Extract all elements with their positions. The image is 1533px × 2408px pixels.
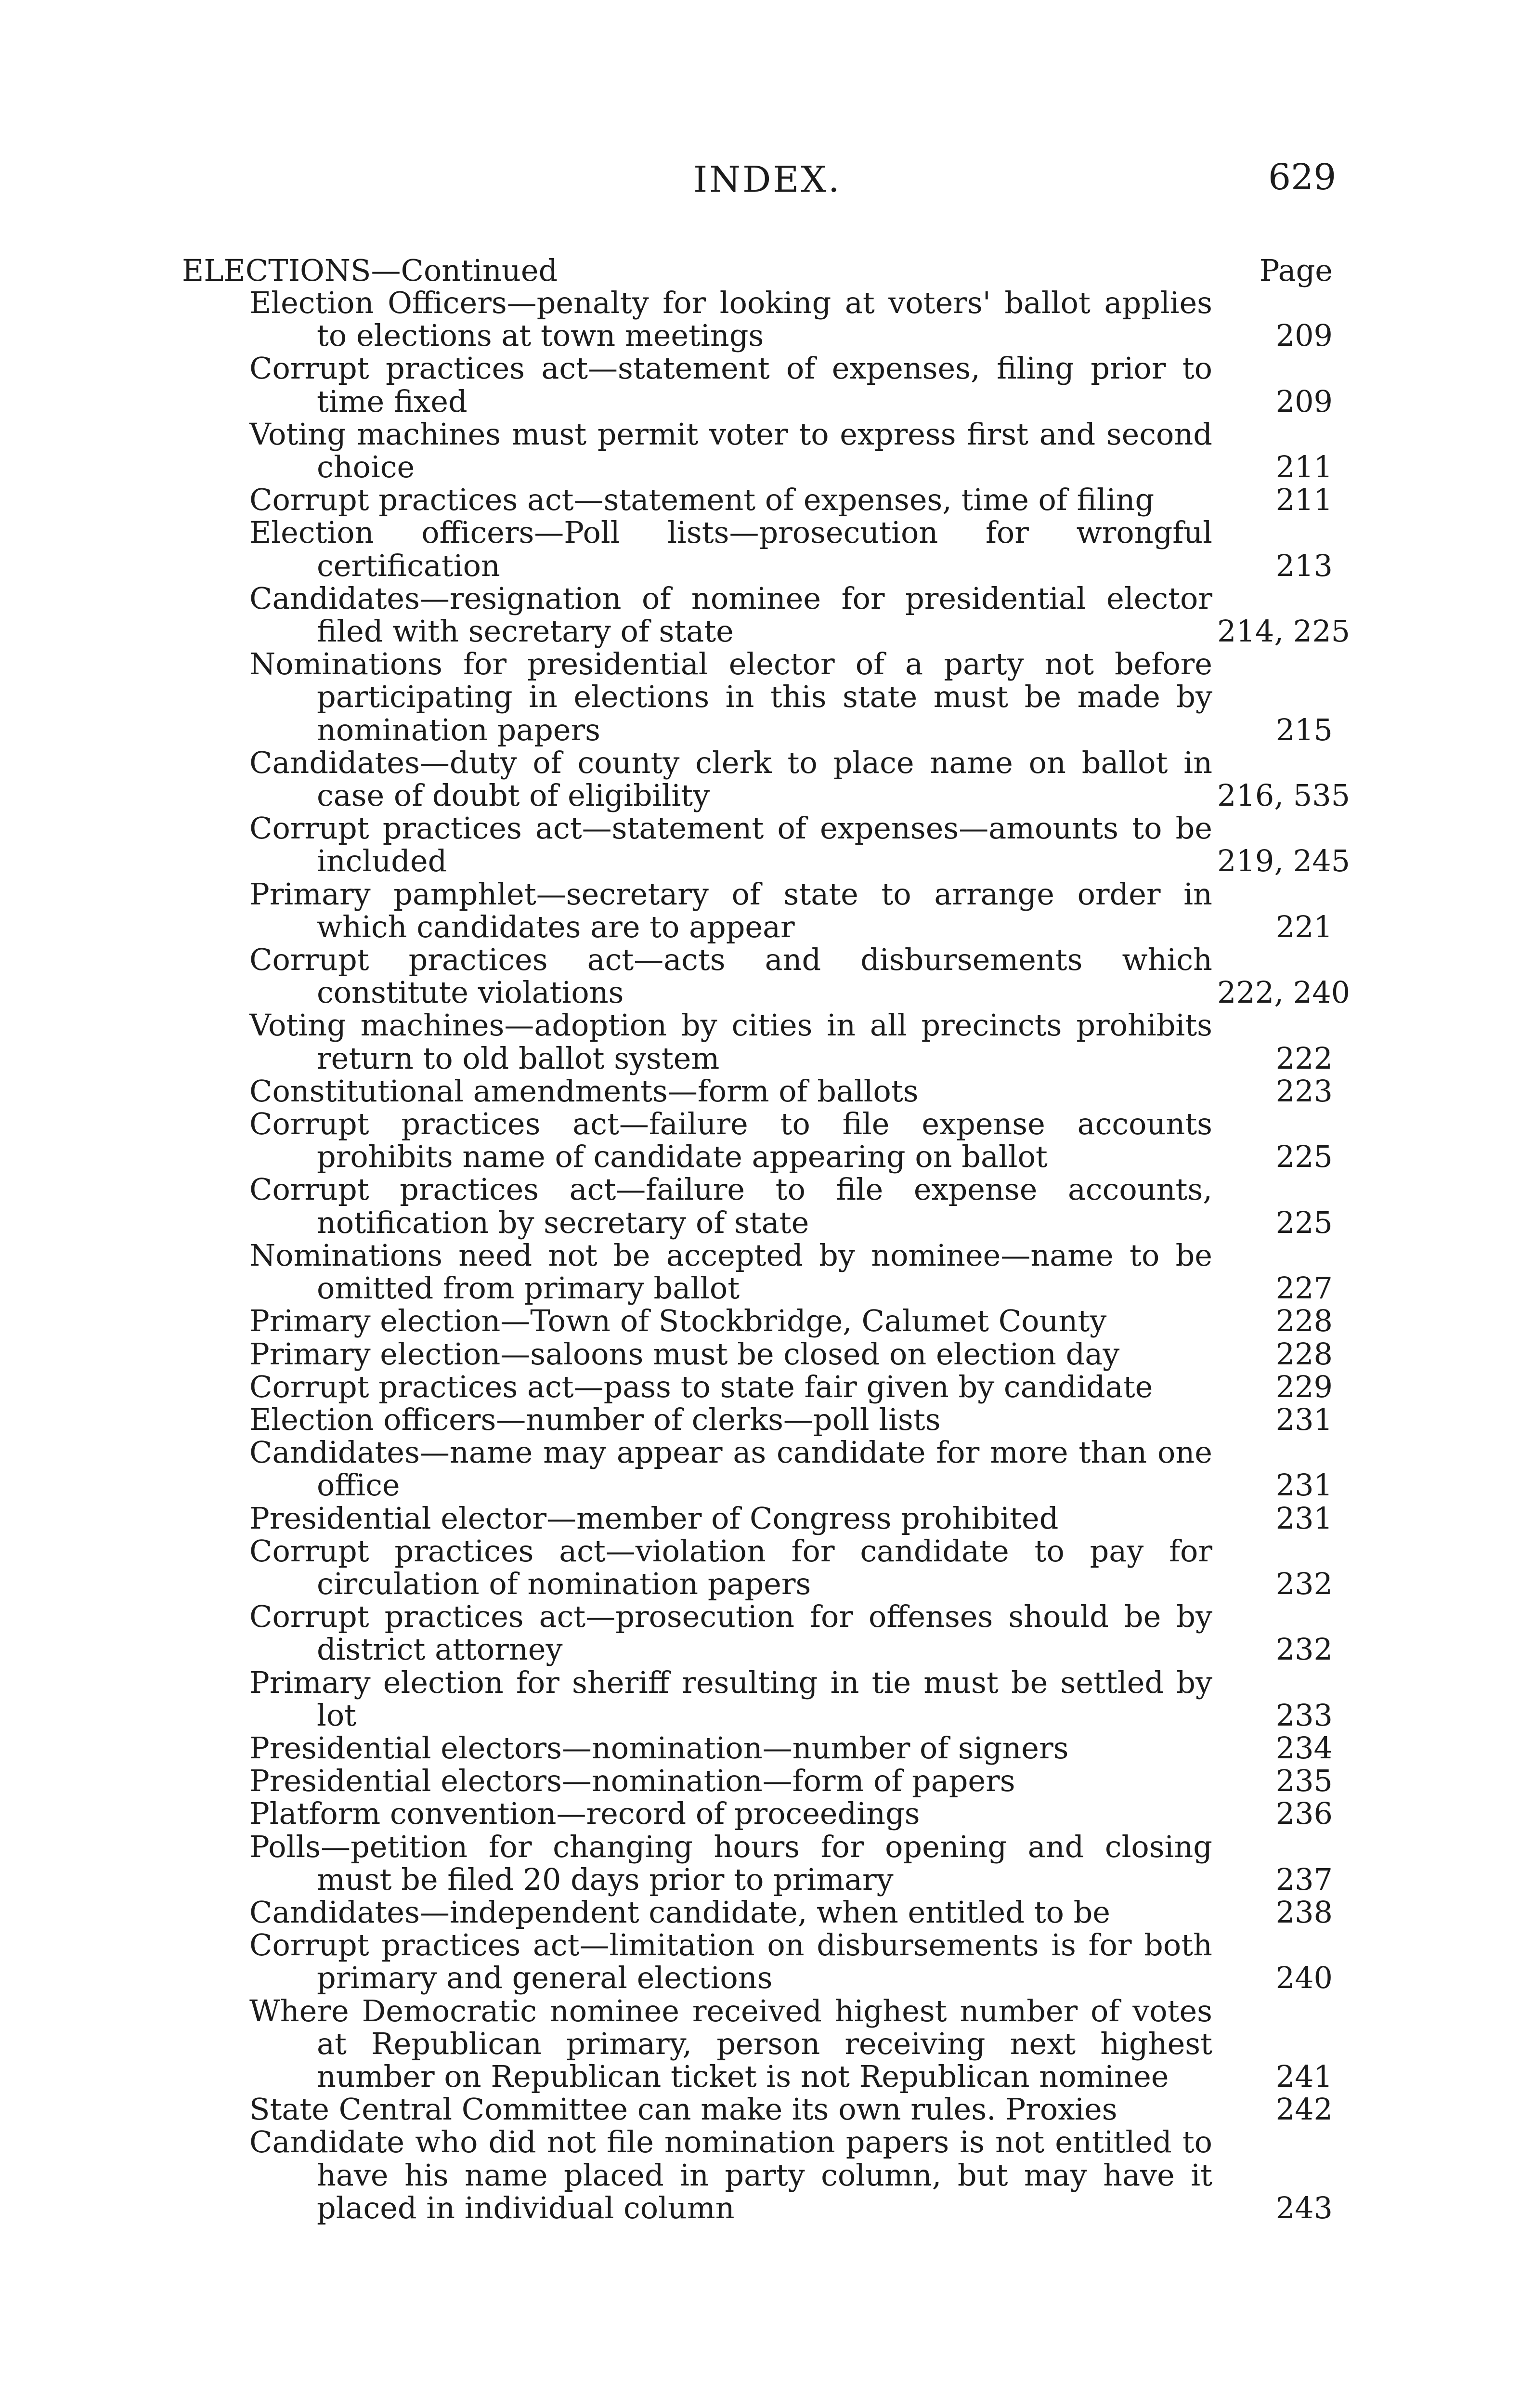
index-entry-text: Constitutional amendments—form of ballots xyxy=(249,1073,919,1109)
index-entry-pages: 213 xyxy=(1275,548,1333,583)
index-entry-pages: 209 xyxy=(1275,318,1333,353)
index-entry-text: Primary election—saloons must be closed on election day xyxy=(249,1336,1120,1372)
index-entry-text: Candidates—name may appear as candidate for more than one office xyxy=(249,1435,1212,1503)
index-entry-pages: 232 xyxy=(1275,1566,1333,1601)
index-entry-pages: 214, 225 xyxy=(1217,614,1351,649)
index-entry-text: Presidential electors—nomination—form of papers xyxy=(249,1763,1015,1799)
index-entries xyxy=(182,285,1351,2225)
running-header: INDEX. xyxy=(693,159,842,200)
index-entry-text: Platform convention—record of proceedings xyxy=(249,1796,920,1832)
index-entry xyxy=(249,878,1333,943)
index-entry-text: Election officers—number of clerks—poll lists xyxy=(249,1401,941,1437)
index-entry xyxy=(249,516,1333,582)
index-entry xyxy=(249,1995,1333,2094)
index-entry xyxy=(249,745,1351,813)
index-entry-pages: 225 xyxy=(1275,1139,1333,1175)
index-entry xyxy=(249,2126,1333,2225)
section-heading xyxy=(182,253,1333,287)
index-entry-pages: 232 xyxy=(1275,1632,1333,1667)
index-entry-pages: 209 xyxy=(1275,383,1333,419)
index-entry xyxy=(249,1305,1333,1337)
index-entry xyxy=(249,1338,1333,1371)
index-entry-text: Corrupt practices act—violation for candidate to pay for circulation of nomination papers xyxy=(249,1533,1212,1601)
index-entry-text: Corrupt practices act—prosecution for offenses should be by district attorney xyxy=(249,1599,1212,1667)
index-entry xyxy=(249,1896,1333,1929)
index-entry-pages: 242 xyxy=(1275,2092,1333,2127)
index-entry-pages: 225 xyxy=(1275,1204,1333,1240)
index-entry xyxy=(249,484,1333,516)
index-entry-text: Presidential electors—nomination—number of signers xyxy=(249,1730,1069,1766)
index-entry-pages: 221 xyxy=(1275,909,1333,944)
index-entry-pages: 222 xyxy=(1275,1040,1333,1076)
index-entry-text: Voting machines—adoption by cities in all precincts prohibits return to old ballot system xyxy=(249,1008,1212,1076)
index-entry-pages: 240 xyxy=(1275,1960,1333,1996)
index-entry-pages: 228 xyxy=(1275,1336,1333,1372)
index-entry xyxy=(249,1173,1333,1239)
page-number: 629 xyxy=(1268,157,1337,198)
index-entry-text: Candidates—resignation of nominee for presidential elector filed with secretary of state xyxy=(249,580,1212,649)
index-entry-pages: 231 xyxy=(1275,1467,1333,1503)
index-entry-pages: 235 xyxy=(1275,1763,1333,1799)
index-entry xyxy=(249,1600,1333,1666)
index-entry-text: Election officers—Poll lists—prosecution for wrongful certification xyxy=(249,515,1212,583)
index-entry-text: Where Democratic nominee received highest number of votes at Republican primary, person receiving next highest number on Republican ticket is not Republican nominee xyxy=(249,1993,1212,2094)
index-entry-pages: 234 xyxy=(1275,1730,1333,1766)
index-entry-pages: 227 xyxy=(1275,1270,1333,1306)
index-entry xyxy=(249,1831,1333,1896)
section-title: ELECTIONS—Continued xyxy=(182,253,558,288)
index-entry-pages: 236 xyxy=(1275,1796,1333,1832)
index-entry xyxy=(249,1502,1333,1535)
index-entry-text: Corrupt practices act—statement of expenses, time of filing xyxy=(249,482,1155,518)
index-entry-text: Primary pamphlet—secretary of state to arrange order in which candidates are to appear xyxy=(249,876,1212,944)
index-entry-pages: 223 xyxy=(1275,1073,1333,1109)
index-entry xyxy=(249,352,1333,418)
index-entry-pages: 233 xyxy=(1275,1697,1333,1733)
index-entry xyxy=(249,1797,1333,1830)
index-entry xyxy=(249,1765,1333,1797)
index-entry xyxy=(249,1239,1333,1305)
index-entry-pages: 211 xyxy=(1275,482,1333,518)
index-entry xyxy=(249,811,1351,879)
index-entry-text: Primary election for sheriff resulting in tie must be settled by lot xyxy=(249,1664,1212,1733)
index-entry-pages: 219, 245 xyxy=(1217,843,1351,879)
index-entry-pages: 231 xyxy=(1275,1500,1333,1536)
index-entry xyxy=(249,1732,1333,1765)
index-entry xyxy=(249,1009,1333,1074)
index-entry-text: Corrupt practices act—pass to state fair given by candidate xyxy=(249,1369,1153,1404)
index-entry-text: Corrupt practices act—statement of expenses—amounts to be included xyxy=(249,811,1212,879)
index-entry xyxy=(249,580,1351,649)
index-entry xyxy=(249,1108,1333,1173)
index-entry-text: Polls—petition for changing hours for opening and closing must be filed 20 days prior to primary xyxy=(249,1829,1212,1897)
index-entry-text: Primary election—Town of Stockbridge, Calumet County xyxy=(249,1303,1107,1339)
index-entry-text: Nominations need not be accepted by nominee—name to be omitted from primary ballot xyxy=(249,1237,1212,1306)
index-entry-pages: 241 xyxy=(1275,2058,1333,2094)
index-entry xyxy=(249,1929,1333,1994)
index-entry-text: Election Officers—penalty for looking at voters' ballot applies to elections at town meetings xyxy=(249,285,1212,353)
index-entry-pages: 229 xyxy=(1275,1369,1333,1404)
index-entry xyxy=(249,942,1351,1010)
index-entry-text: Corrupt practices act—failure to file expense accounts, notification by secretary of state xyxy=(249,1172,1212,1240)
index-entry-pages: 228 xyxy=(1275,1303,1333,1339)
index-entry-pages: 222, 240 xyxy=(1217,975,1351,1010)
index-entry-pages: 238 xyxy=(1275,1894,1333,1930)
index-entry xyxy=(249,287,1333,352)
index-entry-text: Presidential elector—member of Congress prohibited xyxy=(249,1500,1059,1536)
index-entry xyxy=(249,1666,1333,1732)
index-entry xyxy=(249,1075,1333,1108)
index-entry xyxy=(249,1371,1333,1403)
index-entry-text: Corrupt practices act—failure to file expense accounts prohibits name of candidate appearing on ballot xyxy=(249,1106,1212,1175)
index-entry xyxy=(249,1535,1333,1600)
index-entry-text: Corrupt practices act—acts and disbursements which constitute violations xyxy=(249,942,1212,1010)
index-entry-pages: 211 xyxy=(1275,449,1333,485)
index-entry xyxy=(249,418,1333,484)
index-entry-text: Corrupt practices act—statement of expenses, filing prior to time fixed xyxy=(249,351,1212,419)
index-entry-pages: 216, 535 xyxy=(1217,778,1351,813)
index-entry-pages: 237 xyxy=(1275,1861,1333,1897)
index-entry xyxy=(249,1403,1333,1436)
index-entry-text: State Central Committee can make its own rules. Proxies xyxy=(249,2092,1117,2127)
index-entry-pages: 243 xyxy=(1275,2190,1333,2225)
index-entry xyxy=(249,1436,1333,1502)
index-entry-text: Candidates—duty of county clerk to place name on ballot in case of doubt of eligibility xyxy=(249,745,1212,813)
index-entry-text: Candidates—independent candidate, when entitled to be xyxy=(249,1894,1110,1930)
index-entry xyxy=(249,2093,1333,2126)
page-column-label: Page xyxy=(1259,253,1333,288)
index-entry-text: Nominations for presidential elector of a party not before participating in elections in this state must be made by nomination papers xyxy=(249,646,1212,747)
index-entry-pages: 231 xyxy=(1275,1401,1333,1437)
index-entry xyxy=(249,648,1333,746)
index-entry-text: Voting machines must permit voter to express first and second choice xyxy=(249,416,1212,485)
index-entry-pages: 215 xyxy=(1275,712,1333,747)
index-entry-text: Candidate who did not file nomination papers is not entitled to have his name placed in party column, but may have it placed in individual column xyxy=(249,2124,1212,2225)
index-entry-text: Corrupt practices act—limitation on disbursements is for both primary and general elections xyxy=(249,1927,1212,1996)
